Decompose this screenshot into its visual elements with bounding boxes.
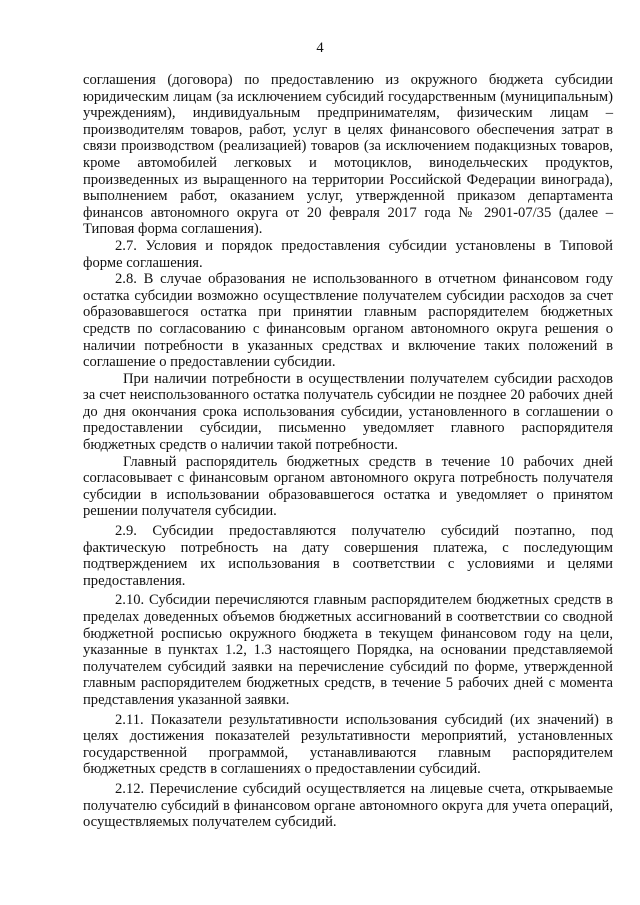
paragraph-2-8-approval: Главный распорядитель бюджетных средств в течение 10 рабочих дней согласовывает с финансовым органом автономного округа потребность получателя субсидии в использовании образовавшегося остатка и уведомляет о принятом решении получателя субсидии. [83,453,613,520]
paragraph-2-8-need-notice: При наличии потребности в осуществлении получателем субсидии расходов за счет неиспользованного остатка получатель субсидии не позднее 20 рабочих дней до дня окончания срока использования субсидии, установленного в соглашении о предоставлении субсидии, письменно уведомляет главного распорядителя бюджетных средств о наличии такой потребности. [83,370,613,454]
paragraph-2-12: 2.12. Перечисление субсидий осуществляется на лицевые счета, открываемые получателю субсидий в финансовом органе автономного округа для учета операций, осуществляемых получателем субсидий. [83,780,613,831]
paragraph-2-7: 2.7. Условия и порядок предоставления субсидии установлены в Типовой форме соглашения. [83,237,613,271]
paragraph-2-9: 2.9. Субсидии предоставляются получателю субсидий поэтапно, под фактическую потребность на дату совершения платежа, с последующим подтверждением их использования в соответствии с условиями и целями предоставления. [83,523,613,589]
document-body [83,72,613,831]
paragraph-agreement-form-continuation: соглашения (договора) по предоставлению из окружного бюджета субсидии юридическим лицам (за исключением субсидий государственным (муниципальным) учреждениям), индивидуальным предпринимателям, физическим лицам – производителям товаров, работ, услуг в целях финансового обеспечения затрат в связи производством (реализацией) товаров (за исключением подакцизных товаров, кроме автомобилей легковых и мотоциклов, винодельческих продуктов, произведенных из выращенного на территории Российской Федерации винограда), выполнением работ, оказанием услуг, утвержденной приказом департамента финансов автономного округа от 20 февраля 2017 года № 2901-07/35 (далее – Типовая форма соглашения). [83,72,613,238]
paragraph-2-8: 2.8. В случае образования не использованного в отчетном финансовом году остатка субсидии возможно осуществление получателем субсидии расходов за счет образовавшегося остатка при принятии главным распорядителем бюджетных средств по согласованию с финансовым органом автономного округа решения о наличии потребности в указанных средствах и включение таких положений в соглашение о предоставлении субсидии. [83,271,613,371]
paragraph-2-11: 2.11. Показатели результативности использования субсидий (их значений) в целях достижения показателей результативности мероприятий, установленных государственной программой, устанавливаются главным распорядителем бюджетных средств в соглашениях о предоставлении субсидий. [83,711,613,778]
page-number: 4 [316,40,324,56]
paragraph-2-10: 2.10. Субсидии перечисляются главным распорядителем бюджетных средств в пределах доведенных объемов бюджетных ассигнований в соответствии со сводной бюджетной росписью окружного бюджета в текущем финансовом году на цели, указанные в пунктах 1.2, 1.3 настоящего Порядка, на основании представляемой получателем субсидий заявки на перечисление субсидий по форме, утвержденной главным распорядителем бюджетных средств, в течение 5 рабочих дней с момента представления указанной заявки. [83,592,613,708]
